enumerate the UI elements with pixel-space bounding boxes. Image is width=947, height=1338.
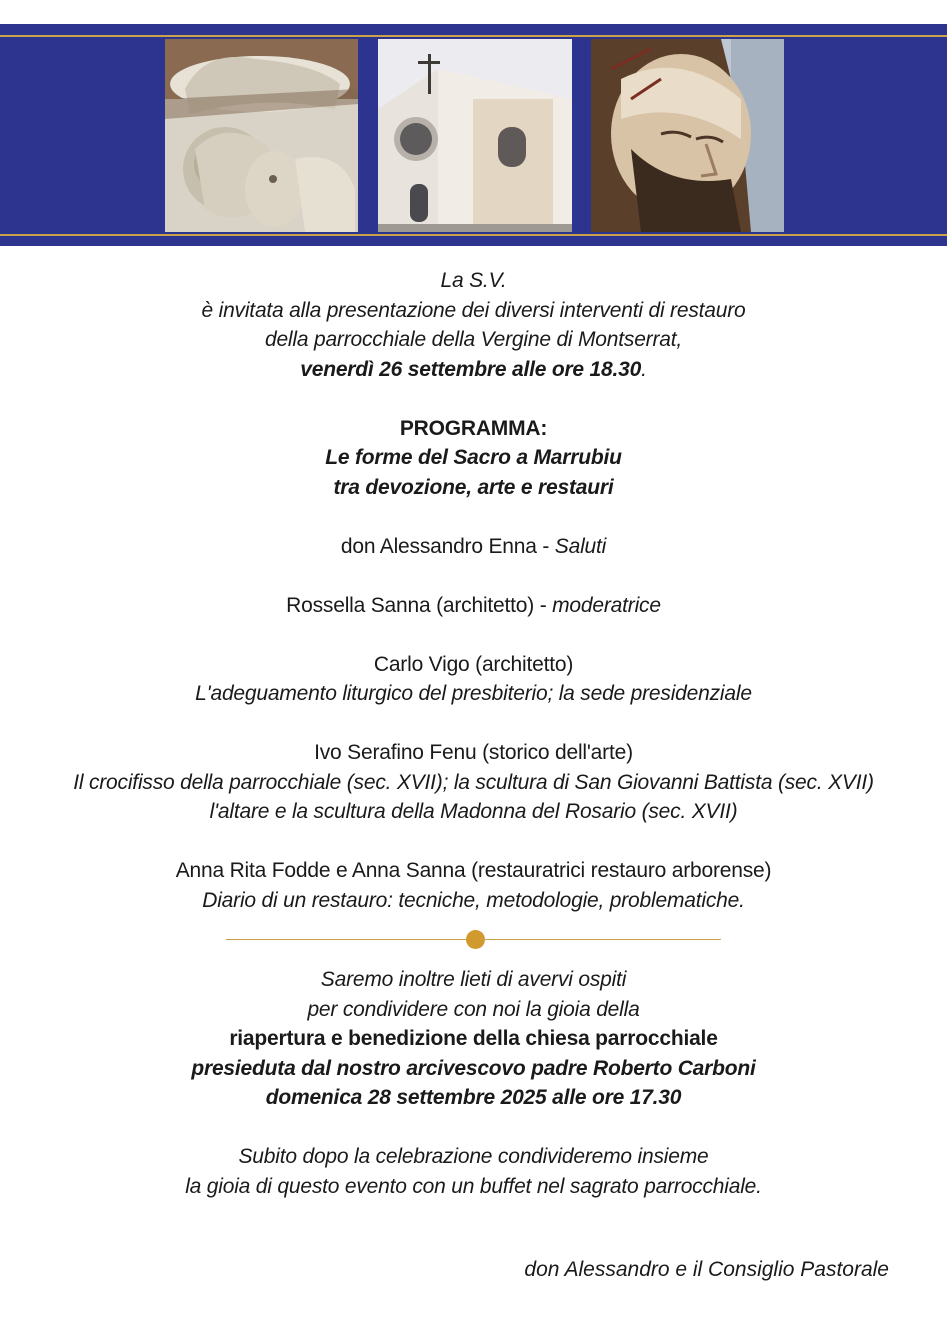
reopening-presider: presieduta dal nostro arcivescovo padre Roberto Carboni bbox=[191, 1056, 756, 1080]
talk-title: Diario di un restauro: tecniche, metodologie, problematiche. bbox=[202, 888, 745, 912]
signature: don Alessandro e il Consiglio Pastorale bbox=[524, 1258, 889, 1281]
church-facade-photo bbox=[378, 39, 572, 232]
reopening-date: domenica 28 settembre 2025 alle ore 17.30 bbox=[265, 1086, 682, 1109]
talk-title: Il crocifisso della parrocchiale (sec. XVII); la scultura di San Giovanni Battista (sec. XVII) bbox=[73, 770, 874, 794]
event-date: venerdì 26 settembre alle ore 18.30. bbox=[300, 357, 647, 381]
reopening-line: per condividere con noi la gioia della bbox=[307, 997, 640, 1021]
invite-line: della parrocchiale della Vergine di Montserrat, bbox=[264, 328, 683, 351]
reopening-headline: riapertura e benedizione della chiesa parrocchiale bbox=[229, 1027, 718, 1050]
banner-top-rule bbox=[0, 35, 947, 37]
speaker-entry: don Alessandro Enna - Saluti bbox=[340, 534, 607, 558]
reopening-line: Saremo inoltre lieti di avervi ospiti bbox=[320, 968, 627, 991]
salutation: La S.V. bbox=[440, 269, 507, 292]
banner-bottom-rule bbox=[0, 234, 947, 236]
talk-title: L'adeguamento liturgico del presbiterio; la sede presidenziale bbox=[195, 682, 752, 705]
buffet-line: Subito dopo la celebrazione condivideremo insieme bbox=[238, 1145, 709, 1168]
invite-line: è invitata alla presentazione dei diversi interventi di restauro bbox=[201, 298, 746, 322]
crucifix-photo bbox=[591, 39, 784, 232]
program-heading: PROGRAMMA: bbox=[399, 416, 548, 440]
buffet-line: la gioia di questo evento con un buffet nel sagrato parrocchiale. bbox=[185, 1174, 762, 1198]
invitation-body bbox=[0, 266, 947, 1201]
speaker-entry: Rossella Sanna (architetto) - moderatrice bbox=[286, 593, 661, 617]
divider-line-left bbox=[226, 939, 466, 940]
ornamental-divider bbox=[0, 915, 947, 965]
talk-speaker: Carlo Vigo (architetto) bbox=[373, 652, 574, 676]
talk-speaker: Anna Rita Fodde e Anna Sanna (restauratrici restauro arborense) bbox=[175, 859, 772, 882]
program-title: Le forme del Sacro a Marrubiu bbox=[325, 446, 622, 469]
divider-line-right bbox=[481, 939, 721, 940]
talk-speaker: Ivo Serafino Fenu (storico dell'arte) bbox=[314, 741, 633, 764]
angel-sculpture-photo bbox=[165, 39, 358, 232]
talk-title: l'altare e la scultura della Madonna del Rosario (sec. XVII) bbox=[209, 800, 738, 823]
program-title: tra devozione, arte e restauri bbox=[333, 475, 614, 499]
